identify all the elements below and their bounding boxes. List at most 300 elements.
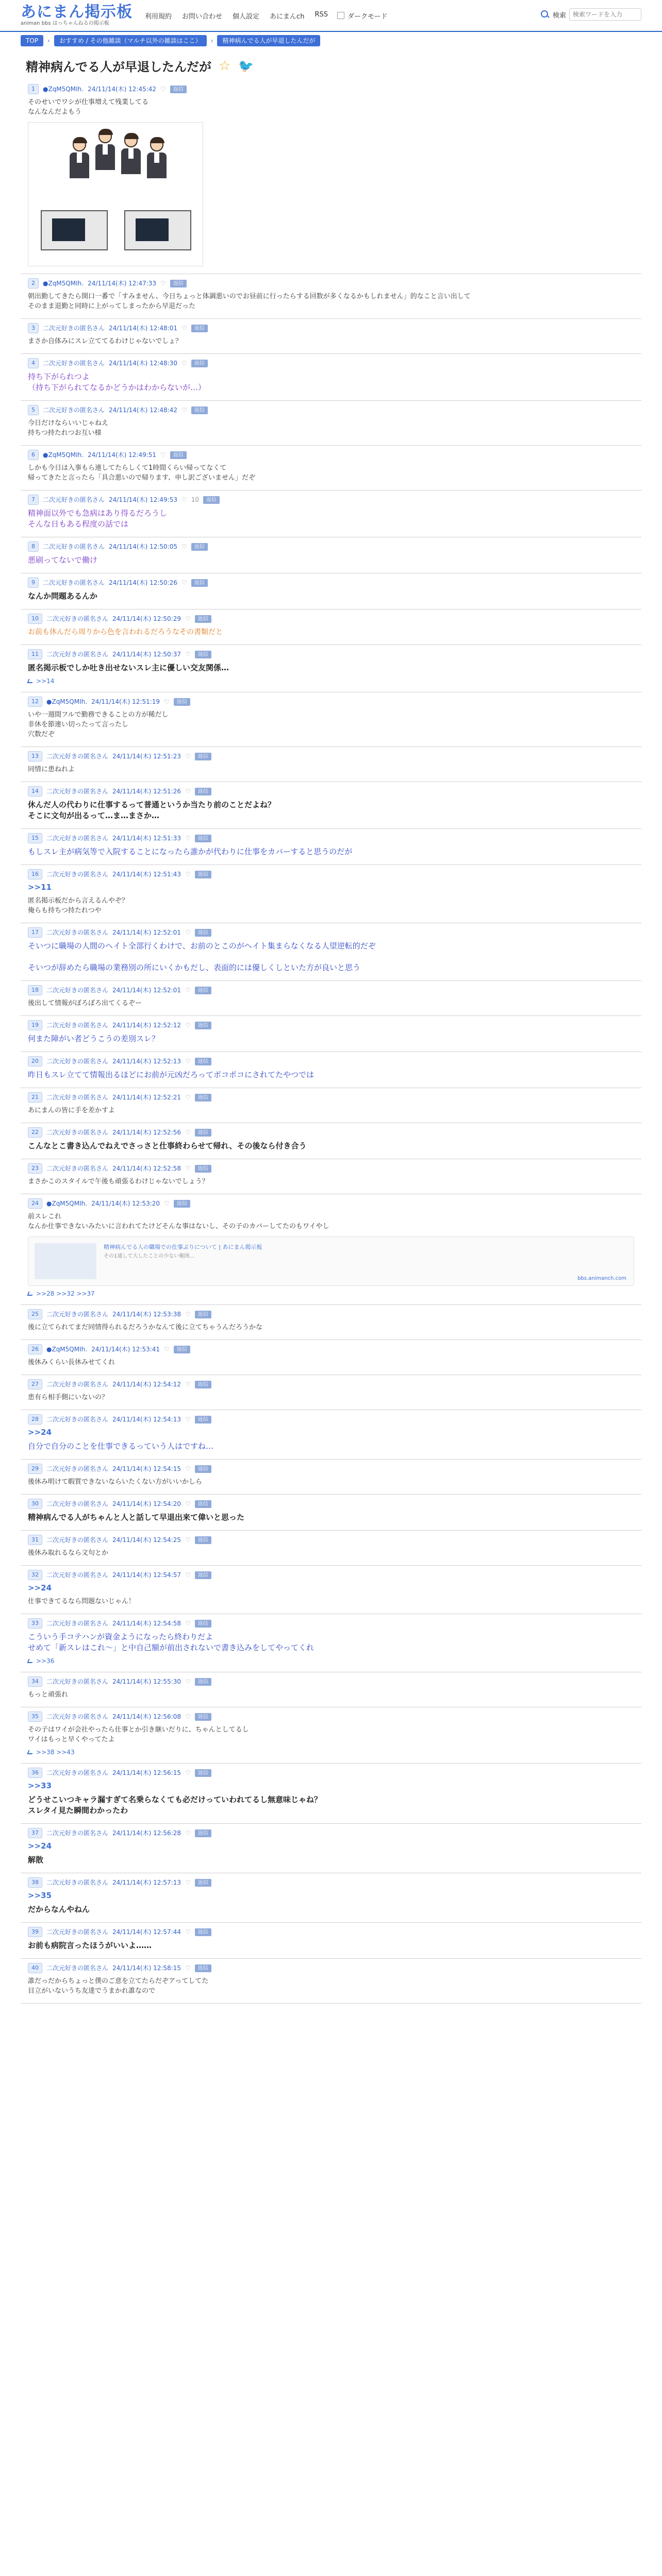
- reply-anchor-link[interactable]: >>35: [28, 1891, 52, 1900]
- post-date: 24/11/14(木) 12:50:26: [109, 579, 177, 586]
- post-date: 24/11/14(木) 12:57:13: [112, 1879, 181, 1886]
- post: [21, 1764, 641, 1824]
- post: [21, 1305, 641, 1340]
- reply-button[interactable]: 返信: [195, 1964, 211, 1972]
- post-number[interactable]: 6: [28, 450, 39, 460]
- post-number[interactable]: 1: [28, 84, 39, 94]
- post-header: [28, 614, 634, 624]
- post-body: 何また障がい者どうこうの差別スレ？: [28, 1034, 160, 1043]
- like-heart-icon[interactable]: ♡: [164, 698, 170, 705]
- post-header: [28, 1963, 634, 1973]
- post-author: 二次元好きの匿名さん: [46, 1928, 109, 1936]
- breadcrumb: [0, 32, 662, 49]
- post: [21, 1088, 641, 1123]
- reply-button[interactable]: 返信: [195, 1678, 211, 1686]
- post-header: [28, 1877, 634, 1888]
- post-author: 二次元好きの匿名さん: [46, 753, 109, 760]
- post-author: 二次元好きの匿名さん: [46, 1058, 109, 1065]
- link-thumbnail: [35, 1243, 96, 1279]
- reply-button[interactable]: 返信: [170, 280, 187, 287]
- like-heart-icon[interactable]: ♡: [185, 1536, 191, 1544]
- like-heart-icon[interactable]: ♡: [181, 496, 187, 503]
- post-body: そのせいでワシが仕事増えて残業してる なんなんだよもう: [28, 98, 149, 116]
- breadcrumb-top[interactable]: TOP: [21, 35, 43, 46]
- post-date: 24/11/14(木) 12:54:58: [112, 1620, 181, 1627]
- reply-button[interactable]: 返信: [195, 1620, 211, 1628]
- post-number[interactable]: 19: [28, 1020, 42, 1030]
- search-label: 検索: [552, 11, 566, 20]
- like-heart-icon[interactable]: ♡: [185, 1165, 191, 1172]
- post-body: 精神面以外でも急病はあり得るだろうし そんな日もある程度の話では: [28, 509, 168, 529]
- like-heart-icon[interactable]: ♡: [185, 1381, 191, 1388]
- post-body: 後出して情報がぼろぼろ出てくるぞー: [28, 999, 142, 1007]
- post-header: [28, 1344, 634, 1354]
- post-date: 24/11/14(木) 12:50:29: [112, 615, 181, 622]
- dark-mode-toggle[interactable]: [337, 11, 387, 21]
- like-heart-icon[interactable]: ♡: [185, 1465, 191, 1472]
- replies-row: [28, 1657, 634, 1665]
- post: [21, 1923, 641, 1959]
- reply-links[interactable]: >>28 >>32 >>37: [36, 1290, 95, 1297]
- reply-button[interactable]: 返信: [174, 698, 190, 706]
- post-date: 24/11/14(木) 12:56:15: [112, 1769, 181, 1776]
- link-subtitle: その1通して大したことの少ない範囲…: [104, 1253, 195, 1259]
- post-date: 24/11/14(木) 12:57:44: [112, 1928, 181, 1936]
- reply-anchor-link[interactable]: >>24: [28, 1428, 52, 1437]
- reply-button[interactable]: 返信: [174, 1346, 190, 1353]
- search-icon[interactable]: [540, 10, 550, 19]
- post-author: ●ZqM5QMIh.: [46, 1346, 88, 1353]
- post-date: 24/11/14(木) 12:58:15: [112, 1964, 181, 1972]
- reply-anchor-link[interactable]: >>33: [28, 1781, 52, 1790]
- like-heart-icon[interactable]: ♡: [185, 1311, 191, 1318]
- search-input[interactable]: [569, 8, 641, 21]
- nav-settings[interactable]: 個人設定: [233, 12, 260, 21]
- like-heart-icon[interactable]: ♡: [181, 325, 187, 332]
- post-header: [28, 1618, 634, 1629]
- like-heart-icon[interactable]: ♡: [181, 360, 187, 367]
- post-body: まさかこのスタイルで午後も頑張るわけじゃないでしょう？: [28, 1178, 209, 1185]
- post-header: [28, 1499, 634, 1509]
- post: [21, 1566, 641, 1614]
- reply-button[interactable]: 返信: [195, 929, 211, 937]
- twitter-share-icon[interactable]: 🐦: [238, 58, 254, 73]
- reply-button[interactable]: 返信: [191, 325, 208, 332]
- post-number[interactable]: 10: [28, 614, 42, 624]
- search-area: [540, 8, 641, 21]
- reply-button[interactable]: 返信: [195, 1879, 211, 1887]
- post-body: 朝出勤してきたら開口一番で「すみません、今日ちょっと体調悪いのでお昼前に行ったらする回数が多くなるかもしれません」的なこと言い出して そのまま退勤と同時に上がってしまったから早退だった: [28, 293, 471, 310]
- reply-anchor-link[interactable]: >>24: [28, 1583, 52, 1592]
- favorite-star-icon[interactable]: ☆: [219, 58, 231, 74]
- reply-button[interactable]: 返信: [195, 615, 211, 623]
- post-number[interactable]: 29: [28, 1464, 42, 1474]
- post-header: [28, 1828, 634, 1838]
- post-number[interactable]: 13: [28, 751, 42, 761]
- like-heart-icon[interactable]: ♡: [181, 579, 187, 586]
- reply-button[interactable]: 返信: [195, 788, 211, 795]
- reply-button[interactable]: 返信: [195, 1500, 211, 1508]
- post-author: 二次元好きの匿名さん: [46, 987, 109, 994]
- reply-links[interactable]: >>14: [36, 677, 55, 685]
- post-header: [28, 84, 634, 94]
- like-heart-icon[interactable]: ♡: [185, 987, 191, 994]
- reply-button[interactable]: 返信: [191, 406, 208, 414]
- reply-button[interactable]: 返信: [195, 1571, 211, 1579]
- post-header: [28, 1379, 634, 1389]
- post-header: [28, 278, 634, 289]
- post-body: だからなんやねん: [28, 1905, 90, 1914]
- post-body: 匿名掲示板だから言えるんやぞ？ 俺らも持ちつ持たれつや: [28, 897, 129, 914]
- post-number[interactable]: 20: [28, 1056, 42, 1066]
- post-date: 24/11/14(木) 12:53:20: [91, 1200, 160, 1207]
- post: [21, 446, 641, 490]
- like-heart-icon[interactable]: ♡: [185, 615, 191, 622]
- like-heart-icon[interactable]: ♡: [185, 1713, 191, 1720]
- post-date: 24/11/14(木) 12:51:23: [112, 753, 181, 760]
- post-number[interactable]: 26: [28, 1344, 42, 1354]
- reply-button[interactable]: 返信: [195, 871, 211, 878]
- post-header: [28, 786, 634, 796]
- post-author: 二次元好きの匿名さん: [46, 1129, 109, 1136]
- post-header: [28, 751, 634, 761]
- post-author: 二次元好きの匿名さん: [46, 1678, 109, 1685]
- reply-button[interactable]: 返信: [195, 1536, 211, 1544]
- reply-arrow-icon: [27, 679, 34, 683]
- reply-button[interactable]: 返信: [195, 1769, 211, 1777]
- post-list: [21, 80, 641, 2004]
- link-url: bbs.animanch.com: [577, 1276, 626, 1281]
- like-heart-icon[interactable]: ♡: [185, 1928, 191, 1936]
- post-number[interactable]: 31: [28, 1535, 42, 1545]
- post-date: 24/11/14(木) 12:51:19: [91, 698, 160, 705]
- like-heart-icon[interactable]: ♡: [185, 1022, 191, 1029]
- post-body: こういう手コテハンが資金ようになったら終わりだよ せめて「新スレはこれ～」と中自己額が前出されないで書き込みをしてやってくれ: [28, 1632, 315, 1652]
- post-author: 二次元好きの匿名さん: [46, 1964, 109, 1972]
- reply-button[interactable]: 返信: [170, 86, 187, 93]
- link-title: 精神病んでる人の職場での仕事ぶりについて | あにまん掲示板: [104, 1244, 262, 1250]
- like-heart-icon[interactable]: ♡: [160, 86, 166, 93]
- post-header: [28, 358, 634, 368]
- post-body: こんなとこ書き込んでねえでさっさと仕事終わらせて帰れ、その後なら付き合う: [28, 1141, 307, 1150]
- post-date: 24/11/14(木) 12:50:37: [112, 651, 181, 658]
- like-heart-icon[interactable]: ♡: [185, 788, 191, 795]
- post-body: 昨日もスレ立てて情報出るほどにお前が元凶だろってポコポコにされてたやつでは: [28, 1070, 315, 1079]
- post: [21, 1614, 641, 1672]
- post-number[interactable]: 25: [28, 1309, 42, 1319]
- post-body: いや一週間フルで勤務できることの方が稀だし 非休を節連い切ったって言ったし 穴数だぞ: [28, 711, 169, 738]
- reply-button[interactable]: 返信: [195, 1465, 211, 1473]
- post: [21, 401, 641, 446]
- post: [21, 645, 641, 692]
- post-header: [28, 985, 634, 995]
- post: [21, 1824, 641, 1873]
- post-number[interactable]: 34: [28, 1676, 42, 1687]
- post-author: 二次元好きの匿名さん: [43, 543, 105, 550]
- post-number[interactable]: 17: [28, 927, 42, 938]
- post-body: 後休み取れるなら文句とか: [28, 1549, 109, 1557]
- like-heart-icon[interactable]: ♡: [185, 1058, 191, 1065]
- post-header: [28, 927, 634, 938]
- like-heart-icon[interactable]: ♡: [181, 543, 187, 550]
- post-number[interactable]: 32: [28, 1570, 42, 1580]
- reply-links[interactable]: >>38 >>43: [36, 1749, 75, 1756]
- post-header: [28, 1163, 634, 1174]
- post-number[interactable]: 36: [28, 1768, 42, 1778]
- post-date: 24/11/14(木) 12:51:26: [112, 788, 181, 795]
- reply-button[interactable]: 返信: [191, 543, 208, 551]
- post-date: 24/11/14(木) 12:55:30: [112, 1678, 181, 1685]
- post: [21, 923, 641, 981]
- post-body: もしスレ主が病気等で入院することになったら誰かが代わりに仕事をカバーすると思うのだが: [28, 847, 353, 856]
- reply-button[interactable]: 返信: [203, 496, 220, 504]
- post-date: 24/11/14(木) 12:54:25: [112, 1536, 181, 1544]
- post: [21, 573, 641, 609]
- post-date: 24/11/14(木) 12:49:51: [88, 451, 157, 459]
- site-logo[interactable]: [21, 4, 133, 27]
- thread-title: 精神病んでる人が早退したんだが: [26, 60, 211, 74]
- post-body: 解散: [28, 1855, 44, 1865]
- like-heart-icon[interactable]: ♡: [185, 929, 191, 936]
- post: [21, 1375, 641, 1410]
- post-body: 持ち下がられつよ （持ち下がられてなるかどうかはわからないが…）: [28, 372, 206, 392]
- dark-mode-checkbox[interactable]: [337, 12, 344, 19]
- nav-terms[interactable]: 利用規約: [145, 12, 172, 21]
- reply-button[interactable]: 返信: [195, 1165, 211, 1173]
- post-author: 二次元好きの匿名さん: [46, 1620, 109, 1627]
- post-date: 24/11/14(木) 12:49:53: [109, 496, 177, 503]
- like-heart-icon[interactable]: ♡: [185, 1829, 191, 1837]
- post-date: 24/11/14(木) 12:56:08: [112, 1713, 181, 1720]
- post-number[interactable]: 9: [28, 578, 39, 588]
- like-heart-icon[interactable]: ♡: [164, 1346, 170, 1353]
- like-heart-icon[interactable]: ♡: [185, 871, 191, 878]
- post-number[interactable]: 38: [28, 1877, 42, 1888]
- post-header: [28, 405, 634, 415]
- main-nav: [145, 11, 328, 21]
- post-number[interactable]: 27: [28, 1379, 42, 1389]
- post-author: 二次元好きの匿名さん: [43, 406, 105, 414]
- post-date: 24/11/14(木) 12:54:20: [112, 1500, 181, 1507]
- post-number[interactable]: 30: [28, 1499, 42, 1509]
- office-workers-illustration[interactable]: [28, 122, 203, 266]
- replies-row: [28, 1290, 634, 1297]
- post: [21, 354, 641, 401]
- reply-arrow-icon: [27, 1750, 34, 1754]
- post: [21, 1194, 641, 1305]
- reply-button[interactable]: 返信: [195, 1058, 211, 1065]
- post-body: 休んだ人の代わりに仕事するって普通というか当たり前のことだよね？ そこに文句が出るって…ま…まさか…: [28, 800, 276, 820]
- post-author: 二次元好きの匿名さん: [46, 1311, 109, 1318]
- post-number[interactable]: 14: [28, 786, 42, 796]
- post-number[interactable]: 40: [28, 1963, 42, 1973]
- like-heart-icon[interactable]: ♡: [181, 406, 187, 414]
- like-heart-icon[interactable]: ♡: [160, 280, 166, 287]
- like-heart-icon[interactable]: ♡: [185, 651, 191, 658]
- post: [21, 1672, 641, 1707]
- post-body: お前も病院言ったほうがいいよ……: [28, 1941, 152, 1950]
- post-number[interactable]: 2: [28, 278, 39, 289]
- like-heart-icon[interactable]: ♡: [185, 835, 191, 842]
- reply-button[interactable]: 返信: [195, 1928, 211, 1936]
- reply-button[interactable]: 返信: [195, 1829, 211, 1837]
- like-heart-icon[interactable]: ♡: [185, 1094, 191, 1101]
- nav-contact[interactable]: お問い合わせ: [182, 12, 223, 21]
- post-author: 二次元好きの匿名さん: [46, 1713, 109, 1720]
- reply-button[interactable]: 返信: [195, 1381, 211, 1388]
- post-author: 二次元好きの匿名さん: [46, 1829, 109, 1837]
- like-heart-icon[interactable]: ♡: [185, 1769, 191, 1776]
- post-author: ●ZqM5QMIh.: [46, 1200, 88, 1207]
- logo-title: あにまん掲示板: [21, 3, 133, 21]
- post-body: 自分で自分のことを仕事できるっていう人はですね…: [28, 1442, 214, 1451]
- reply-button[interactable]: 返信: [195, 987, 211, 994]
- reply-button[interactable]: 返信: [174, 1200, 190, 1208]
- like-heart-icon[interactable]: ♡: [185, 1879, 191, 1886]
- post-number[interactable]: 4: [28, 358, 39, 368]
- like-heart-icon[interactable]: ♡: [185, 1129, 191, 1136]
- post-number[interactable]: 37: [28, 1828, 42, 1838]
- post-header: [28, 1056, 634, 1066]
- post-number[interactable]: 12: [28, 697, 42, 707]
- breadcrumb-category[interactable]: おすすめ / その他雑談（マルチ以外の雑談はここ）: [54, 35, 207, 46]
- post-header: [28, 833, 634, 843]
- reply-button[interactable]: 返信: [195, 1416, 211, 1423]
- post-date: 24/11/14(木) 12:47:33: [88, 280, 157, 287]
- post-number[interactable]: 35: [28, 1711, 42, 1722]
- post-author: 二次元好きの匿名さん: [46, 1465, 109, 1472]
- thread-main: [0, 57, 662, 2004]
- post-body: 患有ら相手側にいないの？: [28, 1394, 109, 1401]
- post-header: [28, 1927, 634, 1937]
- post-author: 二次元好きの匿名さん: [46, 1165, 109, 1172]
- post-body: なんか問題あるんか: [28, 591, 98, 601]
- reply-anchor-link[interactable]: >>24: [28, 1841, 52, 1851]
- post-number[interactable]: 39: [28, 1927, 42, 1937]
- post-header: [28, 1309, 634, 1319]
- post-body: そいつに職場の人間のヘイト全部行くわけで、お前のとこのがヘイト集まらなくなる人望逆転的だぞ そいつが辞めたら職場の業務別の所にいくかもだし、表面的には優しくしといた方が良いと思う: [28, 941, 376, 972]
- post-header: [28, 495, 634, 505]
- post-date: 24/11/14(木) 12:53:38: [112, 1311, 181, 1318]
- reply-button[interactable]: 返信: [195, 651, 211, 658]
- reply-links[interactable]: >>36: [36, 1657, 55, 1665]
- post-header: [28, 1464, 634, 1474]
- post: [21, 747, 641, 782]
- post-body: 仕事できてるなら問題ないじゃん！: [28, 1598, 136, 1605]
- breadcrumb-separator-icon: ›: [210, 37, 213, 44]
- post-number[interactable]: 21: [28, 1092, 42, 1103]
- reply-button[interactable]: 返信: [195, 835, 211, 842]
- post-author: 二次元好きの匿名さん: [46, 1381, 109, 1388]
- like-count: 10: [191, 496, 200, 503]
- post: [21, 537, 641, 573]
- reply-button[interactable]: 返信: [191, 360, 208, 367]
- post-date: 24/11/14(木) 12:52:12: [112, 1022, 181, 1029]
- reply-button[interactable]: 返信: [195, 753, 211, 760]
- reply-arrow-icon: [27, 1659, 34, 1663]
- post-number[interactable]: 33: [28, 1618, 42, 1629]
- like-heart-icon[interactable]: ♡: [160, 451, 166, 459]
- post-date: 24/11/14(木) 12:51:33: [112, 835, 181, 842]
- post-author: 二次元好きの匿名さん: [46, 788, 109, 795]
- like-heart-icon[interactable]: ♡: [164, 1200, 170, 1207]
- reply-button[interactable]: 返信: [195, 1022, 211, 1029]
- like-heart-icon[interactable]: ♡: [185, 1500, 191, 1507]
- post-author: 二次元好きの匿名さん: [46, 615, 109, 622]
- post-date: 24/11/14(木) 12:48:30: [109, 360, 177, 367]
- thread-title-row: [26, 57, 641, 75]
- like-heart-icon[interactable]: ♡: [185, 1678, 191, 1685]
- post-number[interactable]: 24: [28, 1198, 42, 1209]
- post-number[interactable]: 28: [28, 1414, 42, 1425]
- post-number[interactable]: 23: [28, 1163, 42, 1174]
- post: [21, 1873, 641, 1923]
- post-number[interactable]: 3: [28, 323, 39, 333]
- post-author: ●ZqM5QMIh.: [43, 451, 84, 459]
- post: [21, 692, 641, 747]
- post-author: 二次元好きの匿名さん: [43, 496, 105, 503]
- post: [21, 1707, 641, 1764]
- post: [21, 782, 641, 829]
- post-number[interactable]: 18: [28, 985, 42, 995]
- like-heart-icon[interactable]: ♡: [185, 1964, 191, 1972]
- post: [21, 1531, 641, 1566]
- like-heart-icon[interactable]: ♡: [185, 1571, 191, 1579]
- post-body: 後に立てられてまだ同情得られるだろうかなんて後に立てちゃうんだろうかな: [28, 1324, 263, 1331]
- post-body: お前も休んだら周りから色を言われるだろうなその書類だと: [28, 628, 223, 636]
- post-number[interactable]: 5: [28, 405, 39, 415]
- link-preview-card[interactable]: [28, 1236, 634, 1286]
- post-body: その子はワイが会社やったら仕事とか引き継いだりに、ちゃんとしてるし ワイはもっと早くやってたよ: [28, 1726, 249, 1743]
- reply-anchor-link[interactable]: >>11: [28, 883, 52, 892]
- post-author: 二次元好きの匿名さん: [43, 360, 105, 367]
- post: [21, 1159, 641, 1194]
- post-number[interactable]: 7: [28, 495, 39, 505]
- post-number[interactable]: 22: [28, 1127, 42, 1138]
- post-header: [28, 869, 634, 879]
- post-header: [28, 450, 634, 460]
- post-number[interactable]: 11: [28, 649, 42, 659]
- reply-button[interactable]: 返信: [195, 1311, 211, 1318]
- reply-button[interactable]: 返信: [195, 1094, 211, 1101]
- post-body: 匿名掲示板でしか吐き出せないスレ主に優しい交友関係…: [28, 663, 229, 672]
- reply-button[interactable]: 返信: [195, 1713, 211, 1721]
- nav-animanch[interactable]: あにまんch: [270, 12, 305, 21]
- nav-rss[interactable]: RSS: [315, 10, 328, 19]
- post-header: [28, 1768, 634, 1778]
- post-body: 同情に患ねれよ: [28, 766, 75, 773]
- post: [21, 1410, 641, 1460]
- reply-button[interactable]: 返信: [191, 579, 208, 587]
- post-date: 24/11/14(木) 12:52:01: [112, 987, 181, 994]
- post-author: 二次元好きの匿名さん: [46, 1571, 109, 1579]
- post-header: [28, 1198, 634, 1209]
- post: [21, 865, 641, 923]
- like-heart-icon[interactable]: ♡: [185, 753, 191, 760]
- breadcrumb-thread[interactable]: 精神病んでる人が早退したんだが: [217, 35, 320, 46]
- reply-button[interactable]: 返信: [170, 451, 187, 459]
- like-heart-icon[interactable]: ♡: [185, 1620, 191, 1627]
- like-heart-icon[interactable]: ♡: [185, 1416, 191, 1423]
- post-date: 24/11/14(木) 12:52:58: [112, 1165, 181, 1172]
- post-number[interactable]: 8: [28, 541, 39, 552]
- post-header: [28, 323, 634, 333]
- post-header: [28, 1127, 634, 1138]
- post-number[interactable]: 16: [28, 869, 42, 879]
- post-author: 二次元好きの匿名さん: [46, 1500, 109, 1507]
- post-number[interactable]: 15: [28, 833, 42, 843]
- reply-button[interactable]: 返信: [195, 1129, 211, 1137]
